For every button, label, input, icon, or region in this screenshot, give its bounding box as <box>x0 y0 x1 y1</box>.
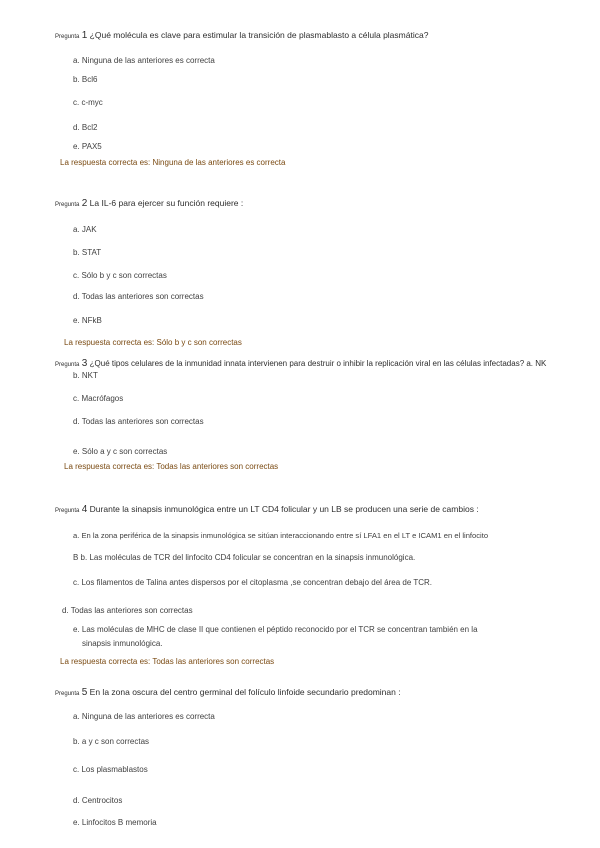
question-label: Pregunta <box>55 202 80 208</box>
option[interactable]: e. Linfocitos B memoria <box>73 818 157 827</box>
option[interactable]: e. NFkB <box>73 316 102 325</box>
question-text: En la zona oscura del centro germinal del folículo linfoide secundario predominan : <box>89 687 401 697</box>
question-4-header <box>55 504 479 515</box>
question-label: Pregunta <box>55 34 80 40</box>
question-label: Pregunta <box>55 508 80 514</box>
question-5-header <box>55 687 401 698</box>
option[interactable]: c. Los filamentos de Talina antes dispersos por el citoplasma ,se concentran debajo del área de TCR. <box>73 578 433 587</box>
question-1-header <box>55 30 428 41</box>
correct-answer: La respuesta correcta es: Sólo b y c son correctas <box>64 338 242 347</box>
question-3-header <box>55 358 546 369</box>
option[interactable]: e. Las moléculas de MHC de clase II que contienen el péptido reconocido por el TCR se concentran también en la <box>73 625 478 634</box>
question-number: 2 <box>81 198 88 209</box>
option[interactable]: c. Sólo b y c son correctas <box>73 271 167 280</box>
option[interactable]: d. Centrocitos <box>73 796 123 805</box>
question-label: Pregunta <box>55 362 80 368</box>
option[interactable]: a. Ninguna de las anteriores es correcta <box>73 56 215 65</box>
option[interactable]: d. Bcl2 <box>73 123 98 132</box>
question-number: 1 <box>81 30 88 41</box>
option[interactable]: b. STAT <box>73 248 102 257</box>
option-continuation: sinapsis inmunológica. <box>82 639 163 648</box>
question-number: 4 <box>81 504 88 515</box>
question-number: 5 <box>81 687 88 698</box>
option[interactable]: d. Todas las anteriores son correctas <box>62 606 193 615</box>
question-label: Pregunta <box>55 691 80 697</box>
question-text: La IL-6 para ejercer su función requiere : <box>89 198 244 208</box>
correct-answer: La respuesta correcta es: Todas las anteriores son correctas <box>60 657 275 666</box>
option[interactable]: c. Los plasmablastos <box>73 765 148 774</box>
option[interactable]: b. NKT <box>73 371 98 380</box>
question-2-header <box>55 198 243 209</box>
question-text: Durante la sinapsis inmunológica entre un LT CD4 folicular y un LB se producen una serie de cambios : <box>89 504 479 514</box>
question-text: ¿Qué tipos celulares de la inmunidad innata intervienen para destruir o inhibir la replicación viral en las células infectadas? a. NK <box>89 359 547 368</box>
question-number: 3 <box>81 358 88 369</box>
option[interactable]: a. JAK <box>73 225 97 234</box>
option[interactable]: d. Todas las anteriores son correctas <box>73 417 204 426</box>
option[interactable]: e. PAX5 <box>73 142 102 151</box>
option[interactable]: a. Ninguna de las anteriores es correcta <box>73 712 215 721</box>
option[interactable]: c. c-myc <box>73 98 103 107</box>
option[interactable]: c. Macrófagos <box>73 394 124 403</box>
correct-answer: La respuesta correcta es: Todas las anteriores son correctas <box>64 462 279 471</box>
option[interactable]: e. Sólo a y c son correctas <box>73 447 168 456</box>
option[interactable]: d. Todas las anteriores son correctas <box>73 292 204 301</box>
question-text: ¿Qué molécula es clave para estimular la transición de plasmablasto a célula plasmática? <box>89 30 429 40</box>
option[interactable]: b. Bcl6 <box>73 75 98 84</box>
option[interactable]: B b. Las moléculas de TCR del linfocito CD4 folicular se concentran en la sinapsis inmunológica. <box>73 553 416 562</box>
option[interactable]: a. En la zona periférica de la sinapsis inmunológica se sitúan interaccionando entre sí LFA1 en el LT e ICAM1 en el linfocito <box>73 531 489 540</box>
correct-answer: La respuesta correcta es: Ninguna de las anteriores es correcta <box>60 158 286 167</box>
option[interactable]: b. a y c son correctas <box>73 737 150 746</box>
